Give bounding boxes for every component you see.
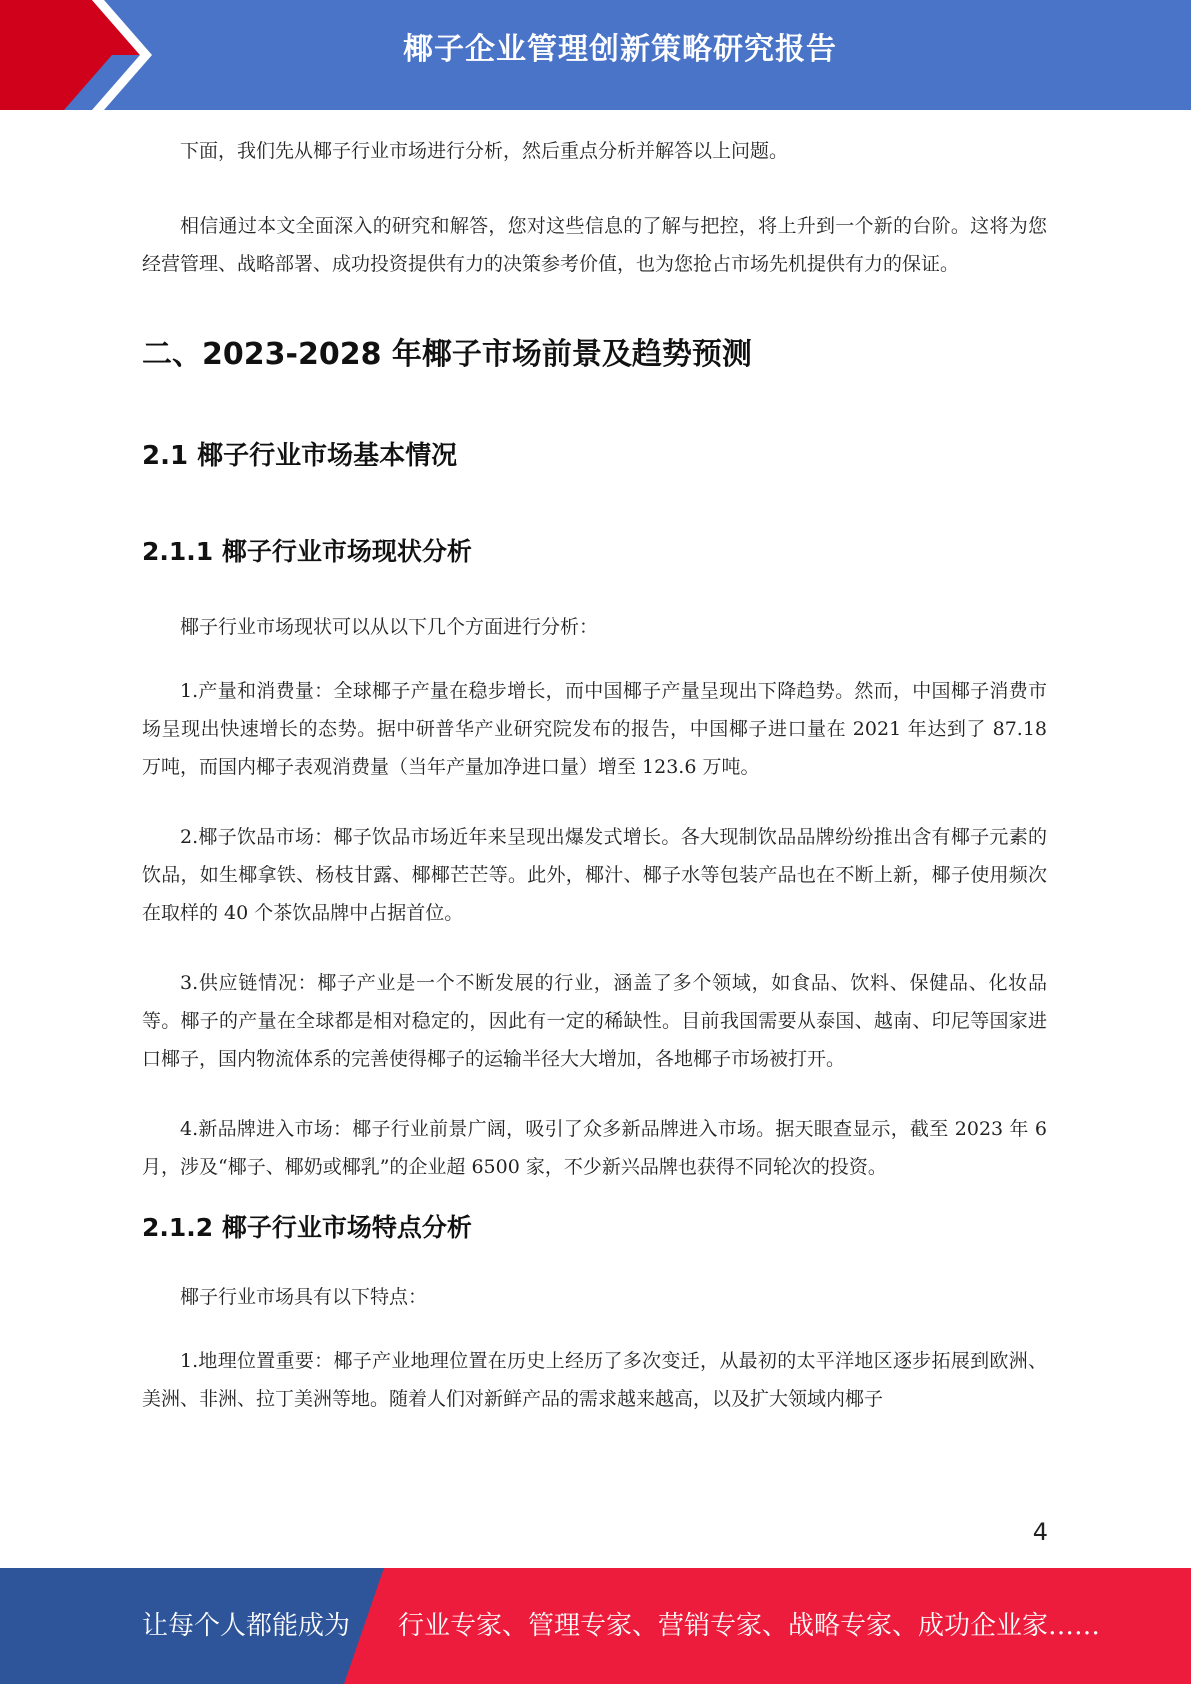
- section-2-1-1-heading: 2.1.1 椰子行业市场现状分析: [142, 537, 472, 566]
- footer-slogan-right: 行业专家、管理专家、营销专家、战略专家、成功企业家……: [398, 1611, 1101, 1641]
- section-2-1-2-heading: 2.1.2 椰子行业市场特点分析: [142, 1213, 472, 1242]
- section-2-1-1-item-2: 2.椰子饮品市场：椰子饮品市场近年来呈现出爆发式增长。各大现制饮品品牌纷纷推出含有椰子元素的饮品，如生椰拿铁、杨枝甘露、椰椰芒芒等。此外，椰汁、椰子水等包装产品也在不断上新，椰子使用频次在取样的 40 个茶饮品牌中占据首位。: [142, 826, 1047, 924]
- page-number: 4: [1032, 1518, 1048, 1546]
- section-2-1-heading: 2.1 椰子行业市场基本情况: [142, 441, 458, 471]
- section-2-1-2-lead: 椰子行业市场具有以下特点：: [180, 1286, 428, 1308]
- report-title: 椰子企业管理创新策略研究报告: [403, 32, 837, 67]
- footer-slogan-left: 让每个人都能成为: [142, 1611, 351, 1641]
- section-2-heading: 二、2023-2028 年椰子市场前景及趋势预测: [142, 337, 752, 372]
- section-2-1-1-item-3: 3.供应链情况：椰子产业是一个不断发展的行业，涵盖了多个领域，如食品、饮料、保健品、化妆品等。椰子的产量在全球都是相对稳定的，因此有一定的稀缺性。目前我国需要从泰国、越南、印尼等国家进口椰子，国内物流体系的完善使得椰子的运输半径大大增加，各地椰子市场被打开。: [142, 972, 1047, 1070]
- document-body: [142, 132, 1047, 1418]
- section-2-1-1-lead: 椰子行业市场现状可以从以下几个方面进行分析：: [180, 616, 599, 638]
- section-2-1-2-item-1: 1.地理位置重要：椰子产业地理位置在历史上经历了多次变迁，从最初的太平洋地区逐步拓展到欧洲、美洲、非洲、拉丁美洲等地。随着人们对新鲜产品的需求越来越高，以及扩大领域内椰子: [142, 1350, 1047, 1410]
- page-header: [0, 0, 1191, 110]
- intro-paragraph-2: 相信通过本文全面深入的研究和解答，您对这些信息的了解与把控，将上升到一个新的台阶。这将为您经营管理、战略部署、成功投资提供有力的决策参考价值，也为您抢占市场先机提供有力的保证。: [142, 215, 1047, 275]
- section-2-1-1-item-1: 1.产量和消费量：全球椰子产量在稳步增长，而中国椰子产量呈现出下降趋势。然而，中国椰子消费市场呈现出快速增长的态势。据中研普华产业研究院发布的报告，中国椰子进口量在 2021 年达到了 87.18 万吨，而国内椰子表观消费量（当年产量加净进口量）增至 123.6 万吨。: [142, 680, 1047, 778]
- page-footer: [0, 1568, 1191, 1684]
- intro-paragraph-1: 下面，我们先从椰子行业市场进行分析，然后重点分析并解答以上问题。: [180, 140, 789, 162]
- section-2-1-1-item-4: 4.新品牌进入市场：椰子行业前景广阔，吸引了众多新品牌进入市场。据天眼查显示，截至 2023 年 6 月，涉及“椰子、椰奶或椰乳”的企业超 6500 家，不少新兴品牌也获得不同轮次的投资。: [142, 1118, 1047, 1178]
